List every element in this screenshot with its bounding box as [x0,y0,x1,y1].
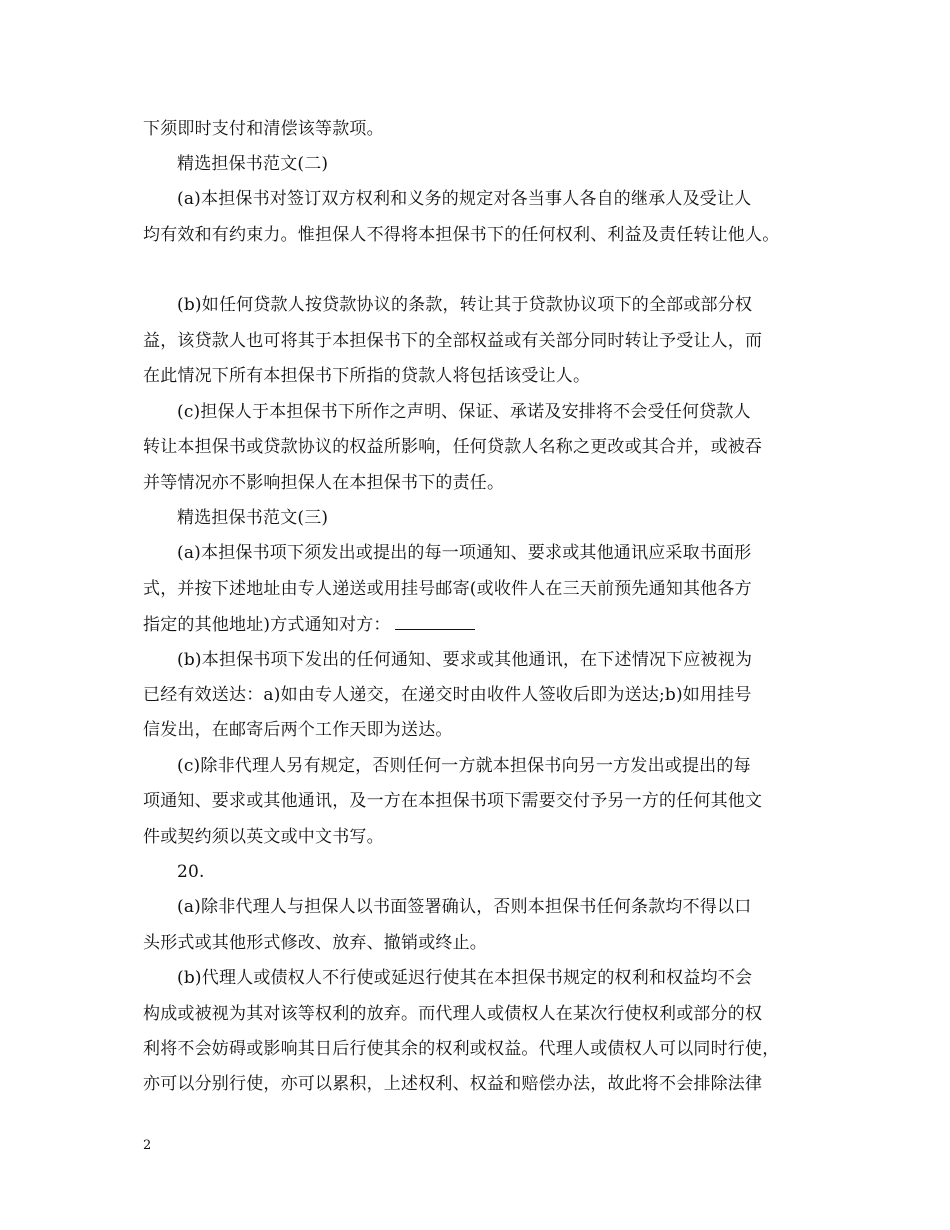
page-number: 2 [143,1138,152,1153]
text-line: 已经有效送达：a)如由专人递交，在递交时由收件人签收后即为送达;b)如用挂号 [143,685,752,705]
text-line: 并等情况亦不影响担保人在本担保书下的责任。 [143,473,505,493]
text-line: (a)本担保书对签订双方权利和义务的规定对各当事人各自的继承人及受让人 [177,189,752,209]
text-line: (a)本担保书项下须发出或提出的每一项通知、要求或其他通讯应采取书面形 [177,543,752,563]
section-number: 20. [177,862,205,882]
text-line: 转让本担保书或贷款协议的权益所影响，任何贷款人名称之更改或其合并，或被吞 [143,437,763,457]
text-line-content: 指定的其他地址)方式通知对方： [143,615,391,635]
fill-in-blank [395,613,475,630]
text-line: 项通知、要求或其他通讯，及一方在本担保书项下需要交付予另一方的任何其他文 [143,791,763,811]
text-line [143,613,475,636]
text-line: (c)除非代理人另有规定，否则任何一方就本担保书向另一方发出或提出的每 [177,756,751,776]
text-line: 件或契约须以英文或中文书写。 [143,827,384,847]
text-line: (b)代理人或债权人不行使或延迟行使其在本担保书规定的权利和权益均不会 [177,968,753,988]
text-line: (c)担保人于本担保书下所作之声明、保证、承诺及安排将不会受任何贷款人 [177,402,751,422]
text-line: (b)本担保书项下发出的任何通知、要求或其他通讯，在下述情况下应被视为 [177,650,753,670]
text-line: 头形式或其他形式修改、放弃、撤销或终止。 [143,933,487,953]
text-line: 式，并按下述地址由专人递送或用挂号邮寄(或收件人在三天前预先通知其他各方 [143,579,752,599]
text-line: (a)除非代理人与担保人以书面签署确认，否则本担保书任何条款均不得以口 [177,897,752,917]
text-line: (b)如任何贷款人按贷款协议的条款，转让其于贷款协议项下的全部或部分权 [177,295,753,315]
text-line: 构成或被视为其对该等权利的放弃。而代理人或债权人在某次行使权利或部分的权 [143,1004,763,1024]
text-line: 信发出，在邮寄后两个工作天即为送达。 [143,720,453,740]
text-line: 均有效和有约束力。惟担保人不得将本担保书下的任何权利、利益及责任转让他人。 [143,225,780,245]
text-line: 益，该贷款人也可将其于本担保书下的全部权益或有关部分同时转让予受让人，而 [143,331,763,351]
text-line: 在此情况下所有本担保书下所指的贷款人将包括该受让人。 [143,366,591,386]
text-line: 下须即时支付和清偿该等款项。 [143,119,384,139]
text-line: 利将不会妨碍或影响其日后行使其余的权利或权益。代理人或债权人可以同时行使， [143,1039,780,1059]
section-heading: 精选担保书范文(三) [177,508,329,528]
section-heading: 精选担保书范文(二) [177,154,329,174]
text-line: 亦可以分别行使，亦可以累积，上述权利、权益和赔偿办法，故此将不会排除法律 [143,1074,763,1094]
